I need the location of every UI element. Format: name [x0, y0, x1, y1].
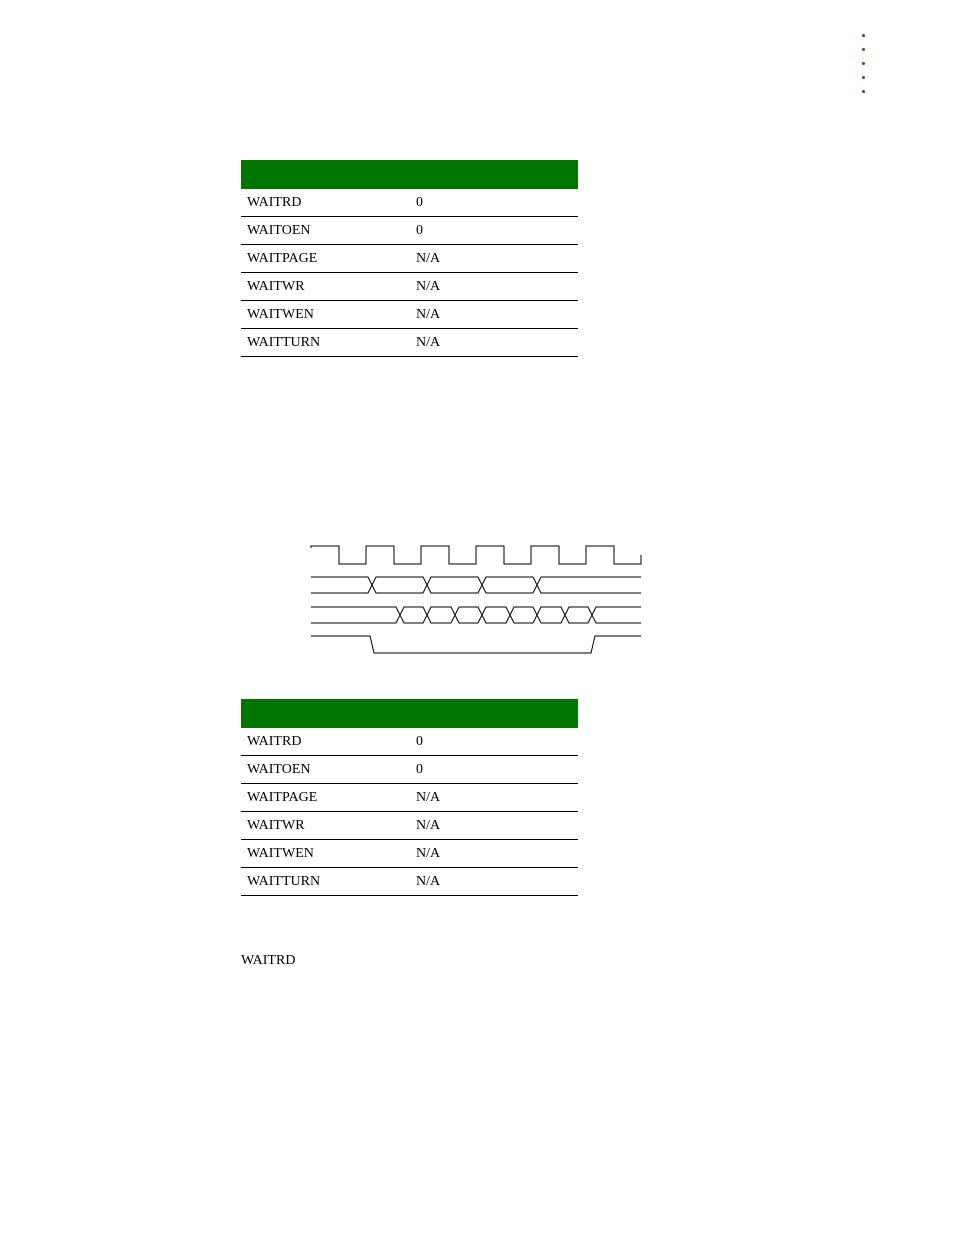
param-cell: WAITRD — [241, 728, 409, 756]
value-cell: N/A — [409, 868, 578, 896]
margin-marker — [862, 90, 865, 93]
value-cell: N/A — [409, 301, 578, 329]
value-cell: 0 — [409, 217, 578, 245]
margin-marker — [862, 62, 865, 65]
table-header-row — [241, 699, 578, 728]
table-row — [241, 217, 578, 245]
value-cell: 0 — [409, 728, 578, 756]
margin-marker — [862, 76, 865, 79]
value-cell: N/A — [409, 784, 578, 812]
param-cell: WAITOEN — [241, 217, 409, 245]
table-row — [241, 868, 578, 896]
table-header-cell — [241, 699, 409, 728]
value-cell: 0 — [409, 189, 578, 217]
param-cell: WAITRD — [241, 189, 409, 217]
param-cell: WAITOEN — [241, 756, 409, 784]
output-enable-signal — [311, 636, 641, 653]
param-cell: WAITPAGE — [241, 245, 409, 273]
value-cell: N/A — [409, 840, 578, 868]
param-cell: WAITTURN — [241, 868, 409, 896]
wait-state-table-2 — [241, 699, 578, 896]
table-header-cell — [241, 160, 409, 189]
value-cell: N/A — [409, 329, 578, 357]
param-cell: WAITWR — [241, 273, 409, 301]
value-cell: 0 — [409, 756, 578, 784]
table-header-cell — [409, 160, 578, 189]
table-row — [241, 245, 578, 273]
value-cell: N/A — [409, 812, 578, 840]
param-cell: WAITPAGE — [241, 784, 409, 812]
table-header-cell — [409, 699, 578, 728]
table-row — [241, 840, 578, 868]
table-header-row — [241, 160, 578, 189]
timing-diagram — [308, 540, 648, 660]
value-cell: N/A — [409, 245, 578, 273]
table-row — [241, 756, 578, 784]
param-cell: WAITWEN — [241, 301, 409, 329]
address-bus-signal — [311, 577, 641, 593]
table-row — [241, 189, 578, 217]
margin-marker — [862, 34, 865, 37]
body-text: WAITRD — [241, 953, 296, 968]
param-cell: WAITWR — [241, 812, 409, 840]
table-row — [241, 301, 578, 329]
clock-signal — [311, 546, 641, 564]
table-row — [241, 273, 578, 301]
table-row — [241, 812, 578, 840]
table-row — [241, 728, 578, 756]
margin-marker — [862, 48, 865, 51]
margin-markers — [862, 34, 870, 104]
param-cell: WAITTURN — [241, 329, 409, 357]
table-row — [241, 784, 578, 812]
param-cell: WAITWEN — [241, 840, 409, 868]
value-cell: N/A — [409, 273, 578, 301]
data-bus-signal — [311, 607, 641, 623]
table-row — [241, 329, 578, 357]
wait-state-table-1 — [241, 160, 578, 357]
